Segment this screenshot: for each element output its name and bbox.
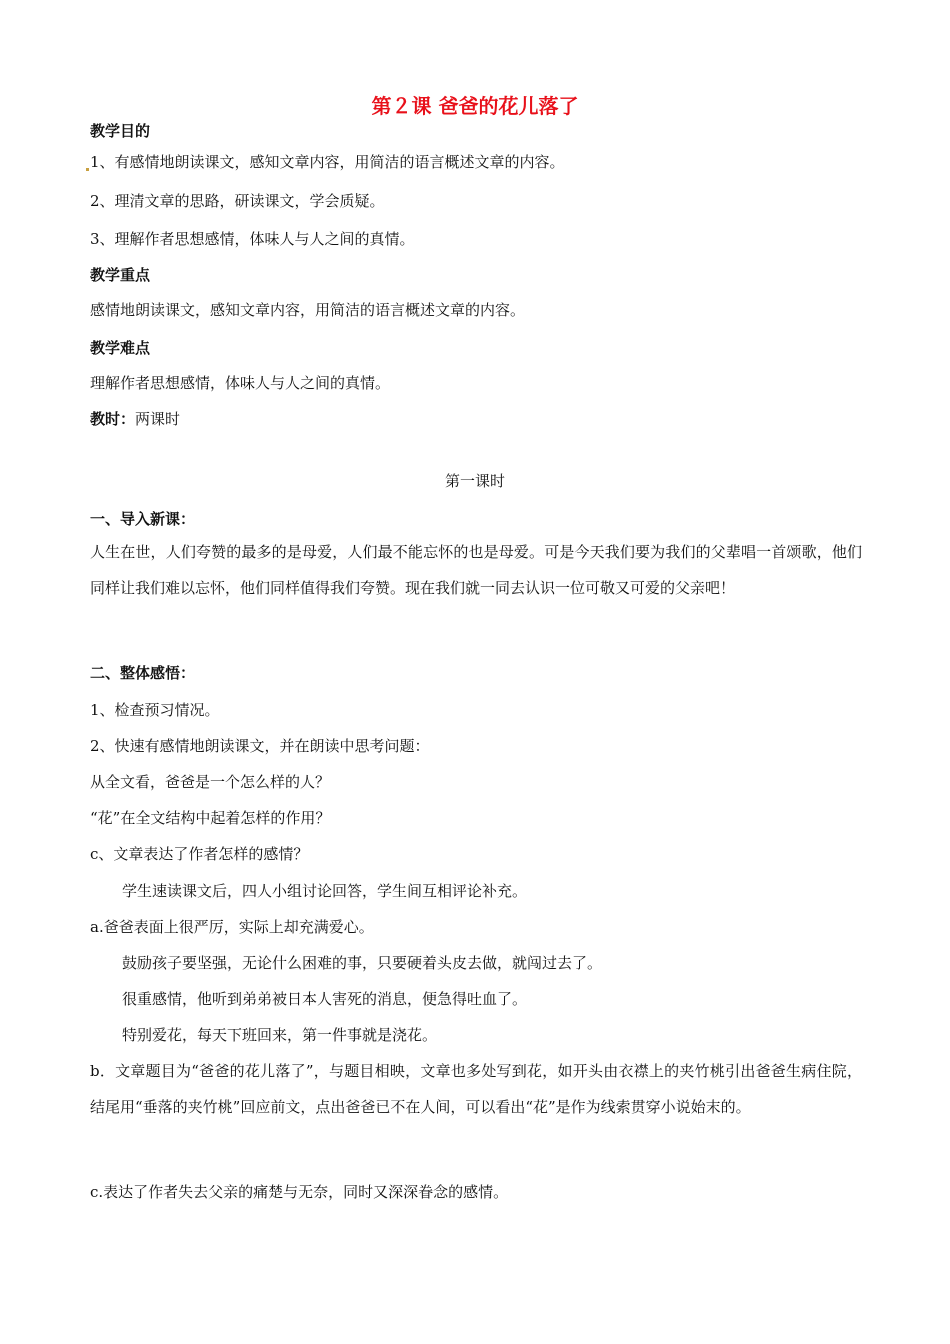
objectives-heading: 教学目的	[90, 122, 151, 140]
duration-label: 教时：	[90, 410, 136, 428]
answer-c: c.表达了作者失去父亲的痛楚与无奈，同时又深深眷念的感情。	[90, 1183, 509, 1201]
objective-item-2: 2、理清文章的思路，研读课文，学会质疑。	[90, 192, 385, 210]
overview-question-2: “花”在全文结构中起着怎样的作用？	[90, 809, 331, 827]
section-overview-heading: 二、整体感悟：	[90, 664, 196, 682]
key-points-heading: 教学重点	[90, 266, 151, 284]
list-marker-dot	[86, 168, 89, 171]
answer-a-point-2: 很重感情，他听到弟弟被日本人害死的消息，便急得吐血了。	[122, 990, 528, 1008]
overview-question-1: 从全文看，爸爸是一个怎么样的人？	[90, 773, 331, 791]
answer-a: a.爸爸表面上很严厉，实际上却充满爱心。	[90, 918, 374, 936]
overview-activity: 学生速读课文后，四人小组讨论回答，学生间互相评论补充。	[122, 882, 528, 900]
document-title: 第２课 爸爸的花儿落了	[371, 94, 579, 118]
difficulties-text: 理解作者思想感情，体味人与人之间的真情。	[90, 374, 391, 392]
duration-value: 两课时	[135, 410, 181, 428]
duration-line	[90, 409, 180, 429]
difficulties-heading: 教学难点	[90, 339, 151, 357]
key-points-text: 感情地朗读课文，感知文章内容，用简洁的语言概述文章的内容。	[90, 301, 526, 319]
overview-line-2: 2、快速有感情地朗读课文，并在朗读中思考问题：	[90, 737, 430, 755]
section-intro-heading: 一、导入新课：	[90, 510, 196, 528]
overview-line-1: 1、检查预习情况。	[90, 701, 220, 719]
answer-a-point-3: 特别爱花，每天下班回来，第一件事就是浇花。	[122, 1026, 438, 1044]
overview-question-3: c、文章表达了作者怎样的感情？	[90, 845, 309, 863]
objective-item-3: 3、理解作者思想感情，体味人与人之间的真情。	[90, 230, 415, 248]
answer-a-point-1: 鼓励孩子要坚强，无论什么困难的事，只要硬着头皮去做，就闯过去了。	[122, 954, 603, 972]
section-intro-text: 人生在世，人们夸赞的最多的是母爱，人们最不能忘怀的也是母爱。可是今天我们要为我们的父辈唱一首颂歌，他们同样让我们难以忘怀，他们同样值得我们夸赞。现在我们就一同去认识一位可敬又可爱的父亲吧！	[90, 543, 862, 597]
answer-b: b．文章题目为“爸爸的花儿落了”，与题目相映，文章也多处写到花，如开头由衣襟上的夹竹桃引出爸爸生病住院，结尾用“垂落的夹竹桃”回应前文，点出爸爸已不在人间，可以看出“花”是作为线索贯穿小说始末的。	[90, 1062, 862, 1116]
lesson-title: 第一课时	[444, 472, 505, 490]
objective-item-1: 1、有感情地朗读课文，感知文章内容，用简洁的语言概述文章的内容。	[90, 153, 565, 171]
